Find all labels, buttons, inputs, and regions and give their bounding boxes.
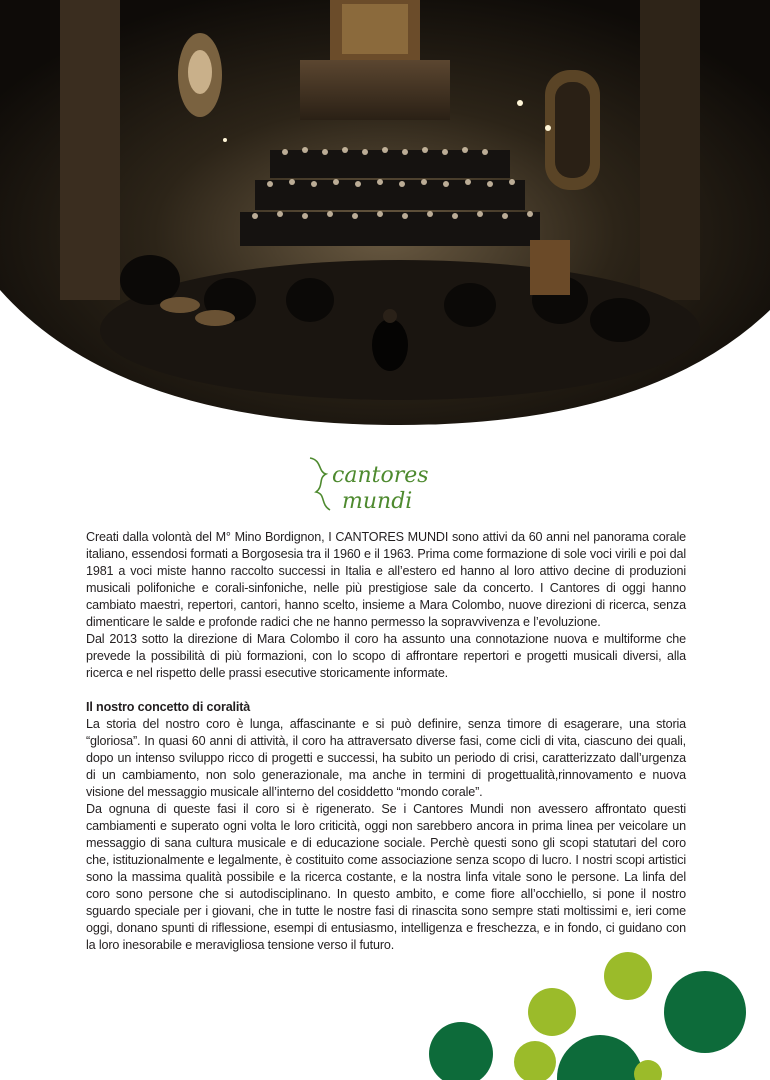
cantores-mundi-logo bbox=[300, 452, 470, 522]
section-paragraph-2: Da ognuna di queste fasi il coro si è rigenerato. Se i Cantores Mundi non avessero affrontato questi cambiamenti e superato ogni volta le loro criticità, oggi non sarebbero ancora in prima linea per veicolare un messaggio di sana cultura musicale e di educazione sociale. Perchè questi sono gli scopi statutari del coro che, istituzionalmente e legalmente, è costituito come associazione senza scopo di lucro. I nostri scopi artistici sono la massima qualità possibile e la ricerca costante, e la nostra linfa vitale sono le persone. La linfa del coro sono persone che si autodisciplinano. In questo ambito, e come fiore all’occhiello, si pone il nostro sguardo speciale per i giovani, che in tutte le nostre fasi di rinascita sono sempre stati moltissimi e, ieri come oggi, donano spunti di riflessione, esempi di entusiasmo, intelligenza e freschezza, e in fondo, ci guidano con la loro inesorabile e meravigliosa tensione verso il futuro. bbox=[86, 802, 686, 952]
hero-photo bbox=[0, 0, 770, 425]
logo-line1: cantores bbox=[332, 463, 429, 488]
conductor bbox=[372, 319, 408, 371]
concert-photo-illustration bbox=[0, 0, 770, 425]
logo-line2: mundi bbox=[342, 489, 413, 514]
dot bbox=[528, 988, 576, 1036]
section-heading: Il nostro concetto di coralità bbox=[86, 700, 251, 714]
column-right bbox=[640, 0, 700, 300]
dot bbox=[604, 952, 652, 1000]
timpani bbox=[160, 297, 200, 313]
section-paragraph-1: La storia del nostro coro è lunga, affascinante e si può definire, senza timore di esagerare, una storia “gloriosa”. In quasi 60 anni di attività, il coro ha attraversato diverse fasi, come cicli di vita, ciascuno dei quali, dopo un intenso sviluppo ricco di progetti e successi, ha subito un periodo di crisi, caratterizzato dall’urgenza di un cambiamento, non solo generazionale, ma anche in termini di progettualità,rinnovamento e nuova visione del messaggio musicale all’interno del cosiddetto “mondo corale”. bbox=[86, 717, 686, 799]
column-left bbox=[60, 0, 120, 300]
intro-paragraph-1: Creati dalla volontà del M° Mino Bordignon, I CANTORES MUNDI sono attivi da 60 anni nel panorama corale italiano, essendosi formati a Borgosesia tra il 1960 e il 1963. Prima come formazione di sole voci virili e poi dal 1981 a voci miste hanno raccolto successi in Italia e all’estero ed hanno al loro attivo decine di produzioni musicali polifoniche e corali-sinfoniche, nelle più prestigiose sale da concerto. I Cantores di oggi hanno cambiato maestri, repertori, cantori, hanno scelto, insieme a Mara Colombo, nuove direzioni di ricerca, senza dimenticare le salde e profonde radici che ne hanno permesso la sopravvivenza e l’evoluzione. bbox=[86, 530, 686, 629]
dot bbox=[557, 1035, 643, 1080]
dot bbox=[514, 1041, 556, 1080]
intro-paragraph-2: Dal 2013 sotto la direzione di Mara Colombo il coro ha assunto una connotazione nuova e multiforme che prevede la possibilità di più formazioni, con lo scopo di affrontare repertori e progetti musicali diversi, alla ricerca e nel rispetto delle prassi esecutive storicamente informate. bbox=[86, 632, 686, 680]
main-text bbox=[86, 529, 686, 954]
dot bbox=[664, 971, 746, 1053]
dot bbox=[429, 1022, 493, 1080]
profile-line-icon bbox=[310, 458, 330, 510]
organ bbox=[530, 240, 570, 295]
dot bbox=[634, 1060, 662, 1080]
choir-rows bbox=[240, 150, 540, 246]
